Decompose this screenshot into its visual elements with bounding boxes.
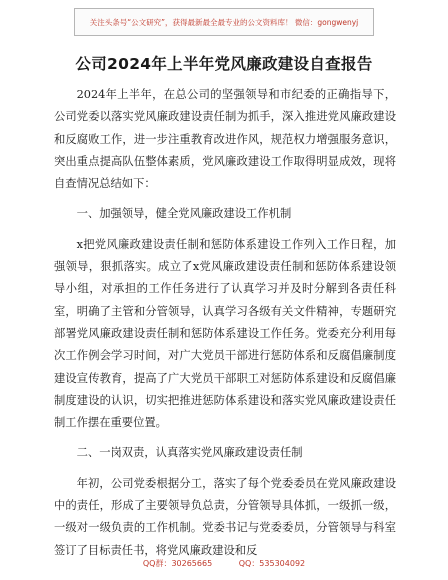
page-title: 公司2024年上半年党风廉政建设自查报告: [75, 55, 373, 73]
document-body: [54, 84, 396, 562]
footer-contact: [0, 558, 448, 569]
banner-text: 关注头条号“公文研究”，获得最新最全最专业的公文资料库！ 微信：gongwenyj: [89, 17, 359, 27]
qq-text: QQ：535304092: [238, 559, 306, 568]
section-heading-1: 一、加强领导，健全党风廉政建设工作机制: [76, 207, 292, 221]
intro-paragraph: 2024年上半年，在总公司的坚强领导和市纪委的正确指导下，公司党委以落实党风廉政建设责任制为抓手，深入推进党风廉政建设和反腐败工作，进一步注重教育改进作风，规范权力增强服务意识，突出重点提高队伍整体素质，党风廉政建设工作取得明显成效，现将自查情况总结如下：: [54, 88, 396, 191]
header-banner: [74, 8, 374, 36]
qq-group-text: QQ群：30265665: [142, 559, 213, 568]
body-paragraph-1: x把党风廉政建设责任制和惩防体系建设工作列入工作日程，加强领导，狠抓落实。成立了x党风廉政建设责任制和惩防体系建设领导小组，对承担的工作任务进行了认真学习并及时分解到各责任科室，明确了主管和分管领导，认真学习各级有关文件精神，专题研究部署党风廉政建设责任制和惩防体系建设工作任务。党委充分利用每次工作例会学习时间，对广大党员干部进行惩防体系和反腐倡廉制度建设宣传教育，提高了广大党员干部职工对惩防体系建设和反腐倡廉制度建设的认识，切实把推进惩防体系建设和落实党风廉政建设责任制工作摆在重要位置。: [54, 237, 396, 430]
body-paragraph-2: 年初，公司党委根据分工，落实了每个党委委员在党风廉政建设中的责任，形成了主要领导负总责，分管领导具体抓，一级抓一级，一级对一级负责的工作机制。党委书记与党委委员，分管领导与科室签订了目标责任书，将党风廉政建设和反: [54, 476, 396, 557]
section-heading-2: 二、一岗双责，认真落实党风廉政建设责任制: [76, 446, 303, 460]
